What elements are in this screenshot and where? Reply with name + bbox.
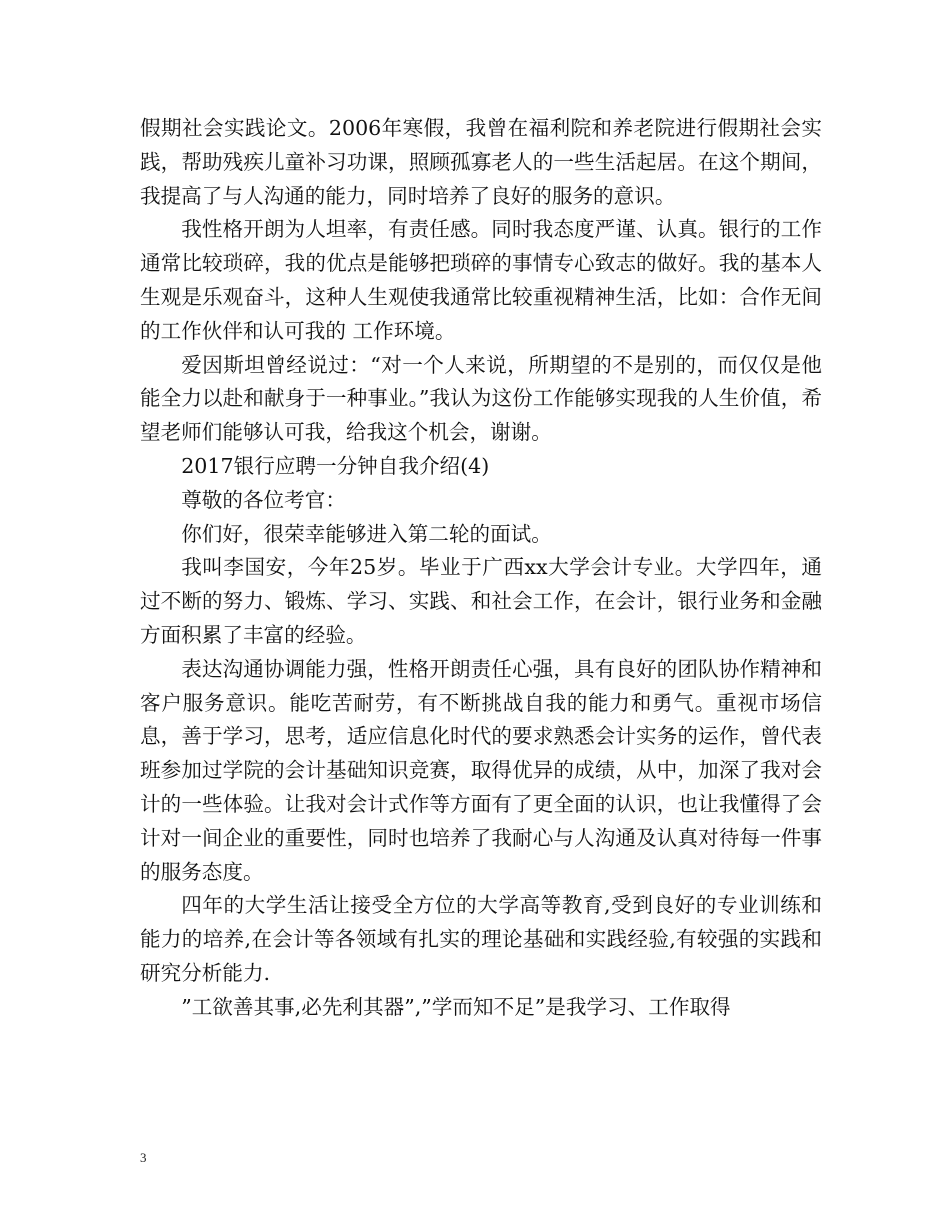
paragraph-7: 我叫李国安，今年25岁。毕业于广西xx大学会计专业。大学四年，通过不断的努力、锻炼、学习、实践、和社会工作，在会计，银行业务和金融方面积累了丰富的经验。 bbox=[140, 555, 822, 647]
paragraph-3: 爱因斯坦曾经说过：“对一个人来说，所期望的不是别的，而仅仅是他能全力以赴和献身于一种事业。”我认为这份工作能够实现我的人生价值，希望老师们能够认可我，给我这个机会，谢谢。 bbox=[140, 352, 822, 445]
page-number: 3 bbox=[140, 1150, 147, 1165]
paragraph-8: 表达沟通协调能力强，性格开朗责任心强，具有良好的团队协作精神和客户服务意识。能吃苦耐劳，有不断挑战自我的能力和勇气。重视市场信息，善于学习，思考，适应信息化时代的要求熟悉会计实务的运作，曾代表班参加过学院的会计基础知识竞赛，取得优异的成绩，从中，加深了我对会计的一些体验。让我对会计式作等方面有了更全面的认识，也让我懂得了会计对一间企业的重要性，同时也培养了我耐心与人沟通及认真对待每一件事的服务态度。 bbox=[140, 656, 822, 884]
greeting: 你们好，很荣幸能够进入第二轮的面试。 bbox=[181, 521, 552, 546]
paragraph-2: 我性格开朗为人坦率，有责任感。同时我态度严谨、认真。银行的工作通常比较琐碎，我的优点是能够把琐碎的事情专心致志的做好。我的基本人生观是乐观奋斗，这种人生观使我通常比较重视精神生活，比如：合作无间的工作伙伴和认可我的 工作环境。 bbox=[140, 217, 822, 343]
paragraph-10: ”工欲善其事,必先利其器”,”学而知不足”是我学习、工作取得 bbox=[181, 994, 731, 1019]
paragraph-1: 假期社会实践论文。2006年寒假，我曾在福利院和养老院进行假期社会实践，帮助残疾儿童补习功课，照顾孤寡老人的一些生活起居。在这个期间，我提高了与人沟通的能力，同时培养了良好的服务的意识。 bbox=[140, 116, 822, 208]
paragraph-9: 四年的大学生活让接受全方位的大学高等教育,受到良好的专业训练和能力的培养,在会计等各领域有扎实的理论基础和实践经验,有较强的实践和研究分析能力. bbox=[140, 893, 822, 985]
salutation: 尊敬的各位考官： bbox=[181, 487, 346, 512]
section-heading: 2017银行应聘一分钟自我介绍(4) bbox=[181, 453, 490, 478]
document-body bbox=[140, 112, 822, 1025]
